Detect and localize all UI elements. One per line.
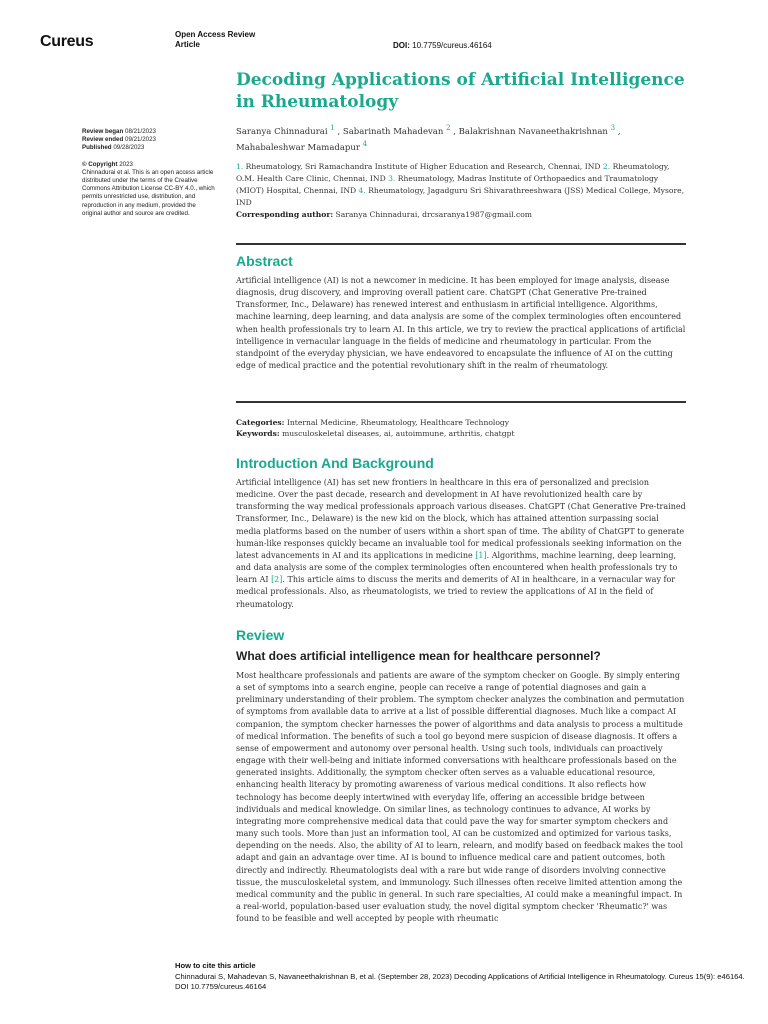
published-date: 09/28/2023 xyxy=(113,144,145,152)
affil-number: 3. xyxy=(388,174,396,183)
author-list: Saranya Chinnadurai $^1$ , Sabarinath Mahadevan $^2$ , Balakrishnan Navaneethakrishnan $^3$ , Mahabaleshwar Mamadapur $^4$ xyxy=(236,123,621,153)
categories-value: Internal Medicine, Rheumatology, Healthcare Technology xyxy=(286,418,510,427)
keywords xyxy=(236,428,686,439)
affil-number: 2. xyxy=(602,162,611,171)
sidebar xyxy=(82,128,217,218)
copyright-year: 2023 xyxy=(119,160,133,168)
affil-text: Rheumatology, Madras Institute of Orthopaedics and Traumatology (MIOT) Hospital, Chennai, IND xyxy=(236,174,659,195)
intro-heading: Introduction And Background xyxy=(236,455,434,471)
doi-label: DOI: xyxy=(393,41,410,50)
keywords-label: Keywords: xyxy=(236,429,280,438)
author-name[interactable]: Saranya Chinnadurai xyxy=(236,126,328,137)
article-type-line1: Open Access Review xyxy=(175,30,256,39)
corresponding-author xyxy=(236,210,686,219)
abstract-text: Artificial intelligence (AI) is not a newcomer in medicine. It has been employed for image analysis, disease diagnosis, drug discovery, and improving overall patient care. ChatGPT (Chat Generative Pre-trained Transformer, Inc., Delaware) has renewed interest and enthusiasm in artificial intelligence. Algorithms, machine learning, deep learning, and data analysis are some of the complex terminologies often encountered when health professionals try to learn AI. In this article, we try to review the practical applications of artificial intelligence in vernacular language in the fields of medicine and rheumatology in particular. From the standpoint of the everyday physician, we have endeavored to encapsulate the influence of AI on the cutting edge of medical practice and the potential revolutionary shift in the realm of rheumatology. xyxy=(236,276,686,371)
corresponding-label: Corresponding author: xyxy=(236,210,334,219)
cite-heading: How to cite this article xyxy=(175,961,256,970)
affil-number: 1. xyxy=(236,162,244,171)
abstract-heading: Abstract xyxy=(236,253,293,269)
review-text: Most healthcare professionals and patients are aware of the symptom checker on Google. By simply entering a set of symptoms into a search engine, people can receive a range of potential diagnoses and gain a preliminary understanding of their problem. The symptom checker analyzes the combination and permutation of symptoms from available data to arrive at a list of possible differential diagnoses. Much like a compact AI companion, the symptom checker harnesses the power of algorithms and data analysis to process a multitude of medical information. The benefits of such a tool go beyond mere suspicion of disease diagnosis. It offers a sense of empowerment and autonomy over personal health. Using such tools, individuals can proactively engage with their well-being and initiate informed conversations with healthcare professionals based on the generated insights. Additionally, the symptom checker often serves as a valuable educational resource, enhancing health literacy by promoting awareness of various medical conditions. It also reflects how technology has become deeply intertwined with everyday life, offering an accessible bridge between individuals and medical knowledge. On similar lines, as technology continues to advance, AI works by integrating more comprehensive medical data that could pave the way for smarter symptom checkers and many such tools. More than just an information tool, AI can be customized and optimized for various tasks, depending on the needs. Also, the ability of AI to learn, relearn, and modify based on feedback makes the tool adapt and gain an advantage over time. AI is bound to influence medical care and patient outcomes, both directly and indirectly. Rheumatologists deal with a rare but wide range of disorders involving connective tissue, the musculoskeletal system, and immunology. Such illnesses often receive limited attention among the medical community and the public in general. In such rare specialties, AI could make a meaningful impact. In a real-world, population-based user evaluation study, the novel digital symptom checker 'Rheumatic?' was found to be feasible and well accepted by people with rheumatic xyxy=(236,671,685,924)
author-name[interactable]: Sabarinath Mahadevan xyxy=(342,126,444,137)
affil-text: Rheumatology, O.M. Health Care Clinic, Chennai, IND xyxy=(236,162,670,183)
review-ended xyxy=(82,136,217,144)
intro-text-b: . Algorithms, machine learning, deep learning, and data analysis are some of the complex terminologies often encountered when health professionals try to learn AI xyxy=(236,550,678,585)
review-ended-date: 09/21/2023 xyxy=(125,136,156,144)
intro-text-a: Artificial intelligence (AI) has set new frontiers in healthcare in this era of personalized and precision medicine. Over the past decade, research and development in AI have revolutionized health care by transforming the way medical professionals approach various diseases. ChatGPT (Chat Generative Pre-trained Transformer, Inc., Delaware) is the new kid on the block, which has attained attention surpassing social media platforms based on the number of users within a short span of time. The ability of ChatGPT to generate human-like responses quickly became an invaluable tool for medical professionals seeking information on the latest advancements in AI and its applications in medicine xyxy=(236,478,686,560)
reference-link[interactable]: [1] xyxy=(475,550,487,560)
published-label: Published xyxy=(82,144,112,152)
reference-link[interactable]: [2] xyxy=(271,575,283,585)
author-affil-ref[interactable]: 2 xyxy=(446,123,451,132)
citation-footer xyxy=(175,961,745,993)
review-began-date: 08/21/2023 xyxy=(125,128,156,135)
affil-text: Rheumatology, Jagadguru Sri Shivarathreeshwara (JSS) Medical College, Mysore, IND xyxy=(236,186,684,207)
affiliations xyxy=(236,161,688,209)
doi-header xyxy=(393,41,492,50)
section-divider xyxy=(236,243,686,245)
affil-text: Rheumatology, Sri Ramachandra Institute of Higher Education and Research, Chennai, IND xyxy=(245,162,601,171)
copyright xyxy=(82,161,217,169)
categories-label: Categories: xyxy=(236,418,285,427)
keywords-value: musculoskeletal diseases, ai, autoimmune, arthritis, chatgpt xyxy=(282,429,515,438)
journal-logo: Cureus xyxy=(40,33,94,50)
review-heading: Review xyxy=(236,627,285,643)
article-type-line2: Article xyxy=(175,40,200,49)
section-divider xyxy=(236,401,686,403)
published xyxy=(82,144,217,152)
author-name[interactable]: Balakrishnan Navaneethakrishnan xyxy=(458,126,608,137)
intro-text xyxy=(236,477,686,611)
review-ended-label: Review ended xyxy=(82,136,124,144)
copyright-label: © Copyright xyxy=(82,160,118,168)
corresponding-value[interactable]: Saranya Chinnadurai, drcsaranya1987@gmail.com xyxy=(335,210,532,219)
license-text: Chinnadurai et al. This is an open access article distributed under the terms of the Creative Commons Attribution License CC-BY 4.0., which permits unrestricted use, distribution, and reproduction in any medium, provided the original author and source are credited. xyxy=(82,168,215,217)
doi-value[interactable]: 10.7759/cureus.46164 xyxy=(412,41,492,50)
review-subheading: What does artificial intelligence mean for healthcare personnel? xyxy=(236,649,601,663)
author-affil-ref[interactable]: 1 xyxy=(330,123,335,132)
affil-number: 4. xyxy=(358,186,366,195)
author-name[interactable]: Mahabaleshwar Mamadapur xyxy=(236,142,360,153)
author-affil-ref[interactable]: 4 xyxy=(362,138,368,148)
review-began-label: Review began xyxy=(82,128,124,135)
categories xyxy=(236,417,686,428)
article-title: Decoding Applications of Artificial Intelligence in Rheumatology xyxy=(236,70,685,112)
review-began xyxy=(82,128,217,136)
author-affil-ref[interactable]: 3 xyxy=(610,123,616,132)
intro-text-c: . This article aims to discuss the merits and demerits of AI in healthcare, in a vernacular way for medical professionals. Also, as rheumatologists, we tried to review the applications of AI in the field of rheumatology. xyxy=(236,575,676,609)
cite-text: Chinnadurai S, Mahadevan S, Navaneethakrishnan B, et al. (September 28, 2023) Decoding Applications of Artificial Intelligence in Rheumatology. Cureus 15(9): e46164. DOI 10.7759/cureus.46164 xyxy=(175,971,745,991)
article-type xyxy=(175,30,255,50)
